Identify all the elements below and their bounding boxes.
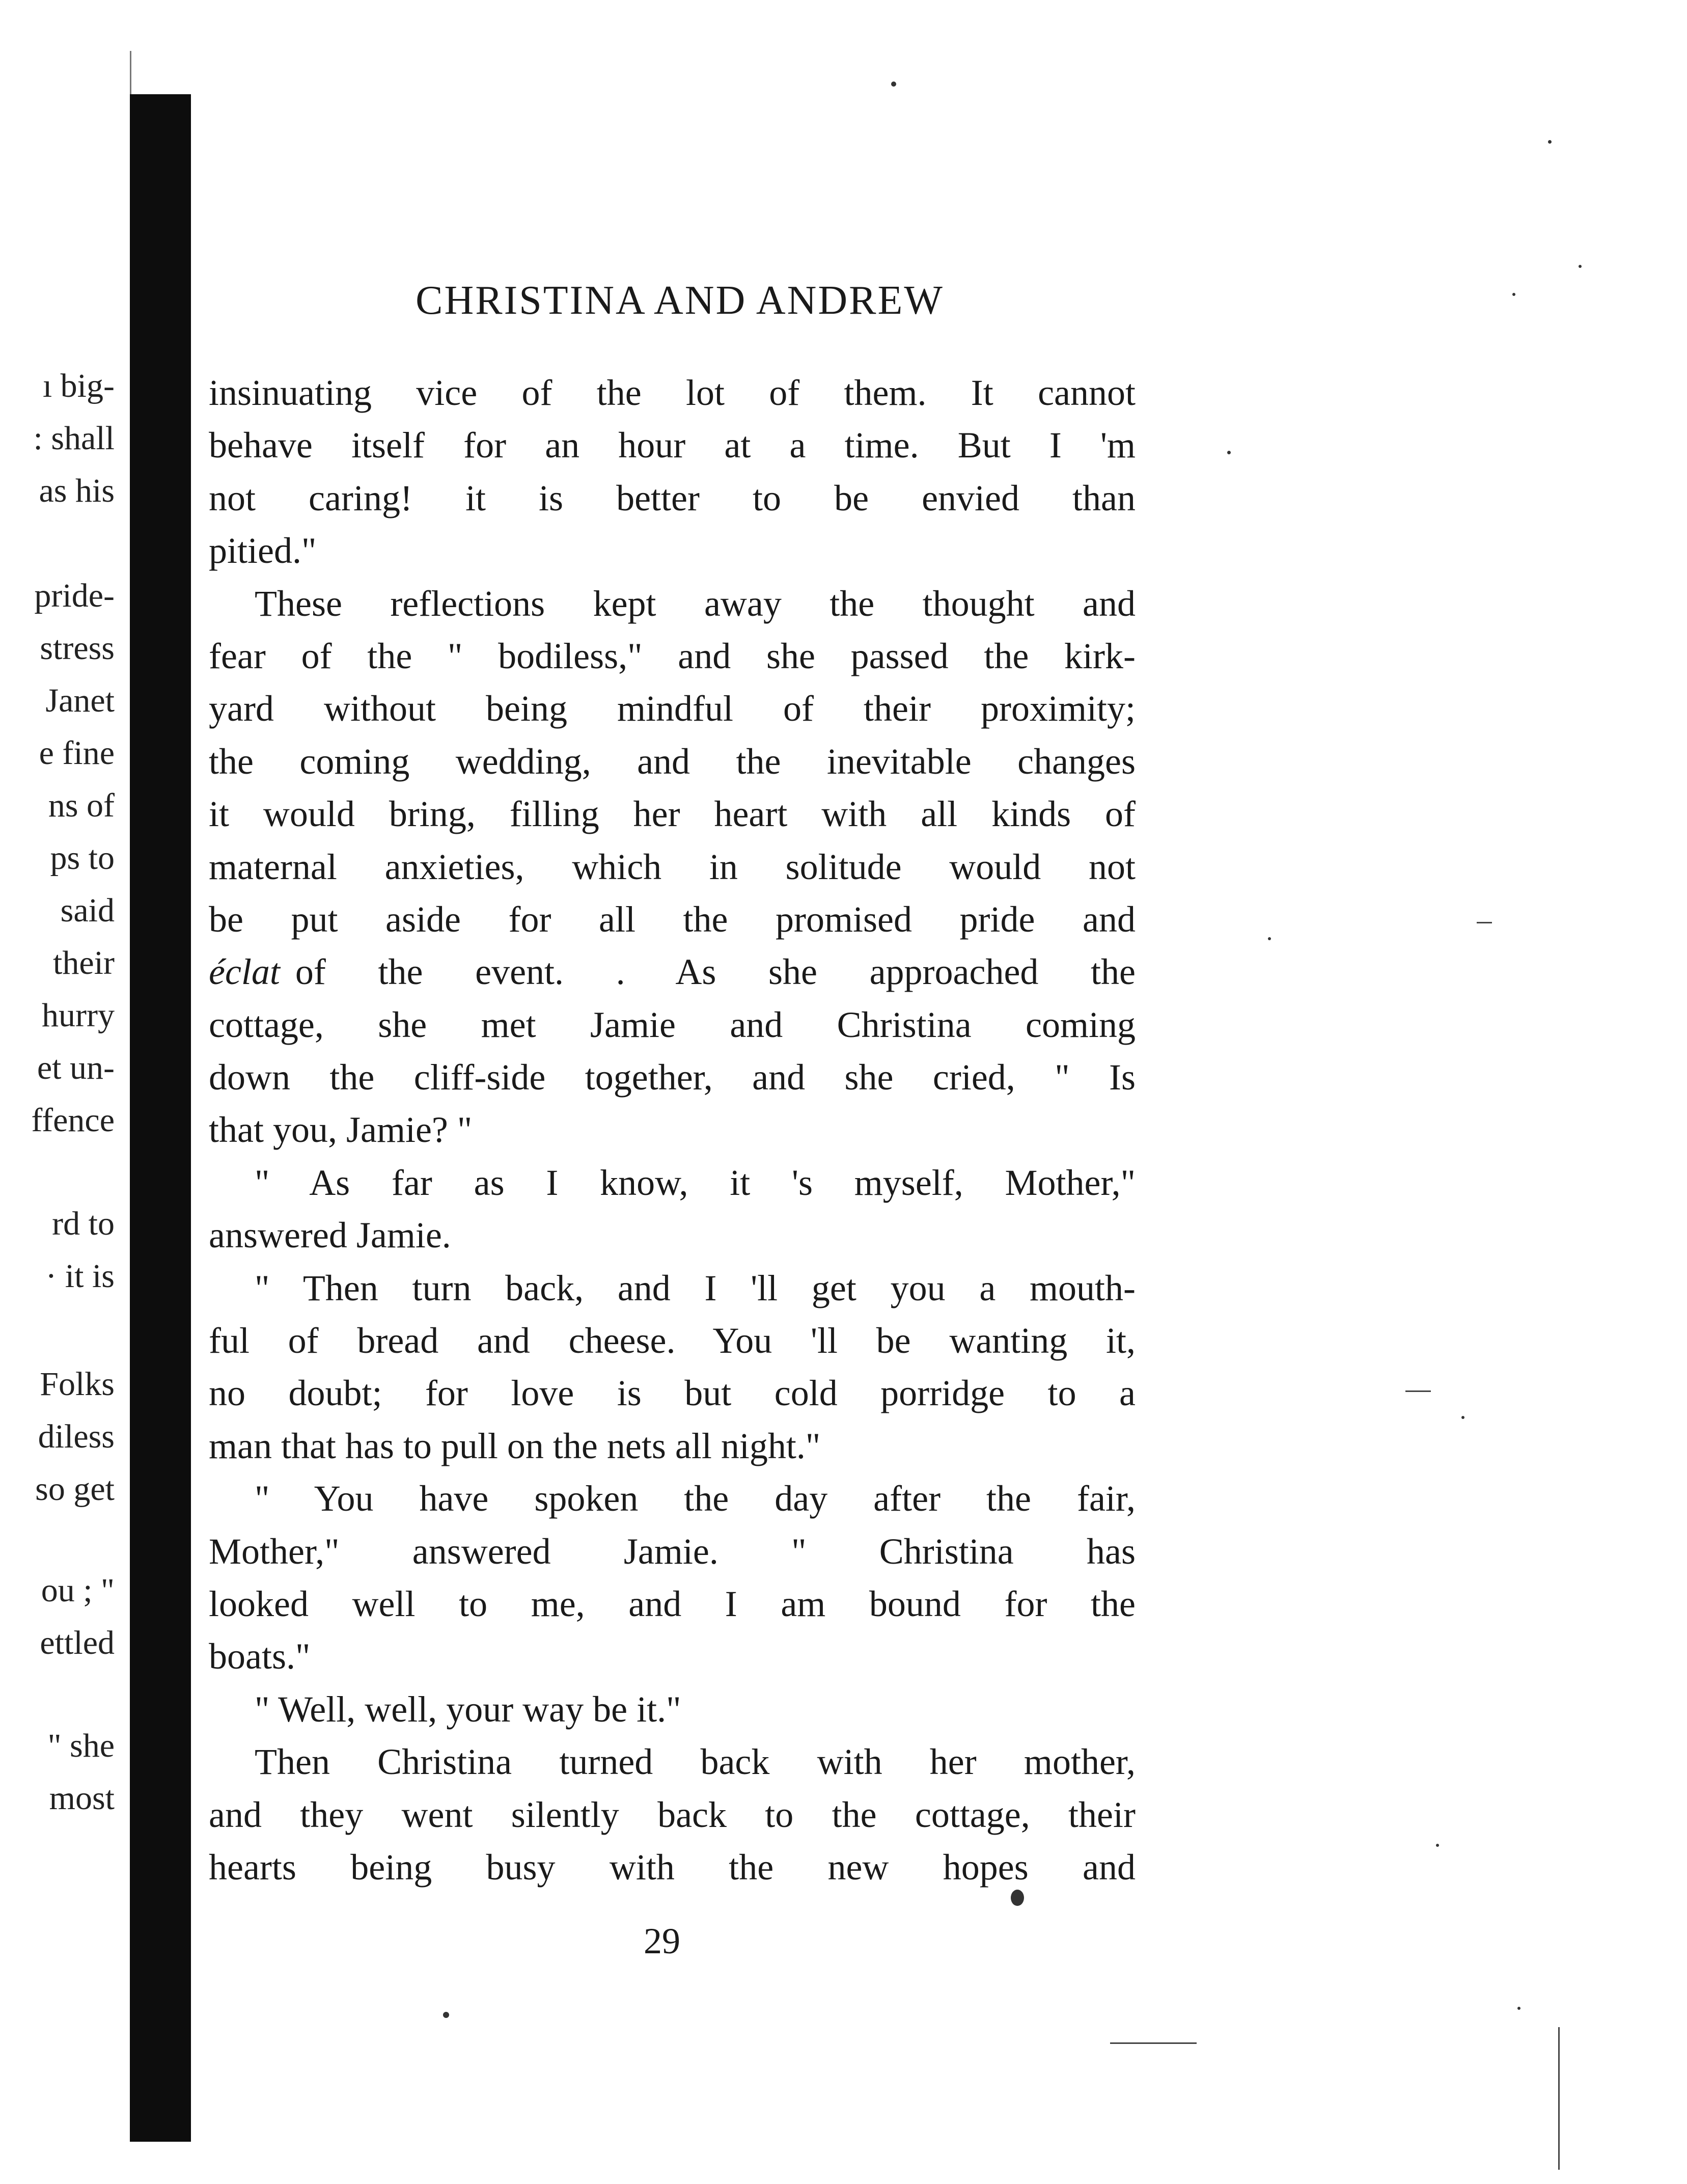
text-line: answered Jamie. [209,1215,451,1256]
scan-speck [891,81,896,87]
scan-streak [1110,2042,1197,2044]
scan-streak [1405,1390,1431,1392]
scan-speck [1268,937,1271,940]
prev-fragment: stress [40,630,115,667]
prev-fragment: ffence [31,1102,115,1139]
prev-fragment: e fine [39,734,115,772]
scan-speck [1579,265,1582,268]
text-line-remainder: of the event. . As she approached the [295,951,1136,993]
prev-fragment: ps to [50,839,115,877]
text-line: looked well to me, and I am bound for the [209,1583,1136,1624]
running-header: CHRISTINA AND ANDREW [416,278,944,323]
paragraph-start-line: " You have spoken the day after the fair, [255,1478,1136,1519]
prev-fragment: ou ; " [41,1572,115,1609]
text-line: behave itself for an hour at a time. But I 'm [209,425,1136,466]
page-edge-mark [1558,2027,1560,2170]
italic-word: éclat [209,951,280,993]
scan-speck [1436,1844,1439,1847]
text-line: cottage, she met Jamie and Christina coming [209,1004,1136,1045]
prev-fragment: ettled [40,1624,115,1661]
text-line: down the cliff-side together, and she cried, " Is [209,1057,1136,1098]
text-line: man that has to pull on the nets all night." [209,1425,821,1466]
prev-fragment: et un- [37,1049,115,1086]
prev-fragment: ns of [48,787,115,824]
prev-fragment: pride- [34,577,115,614]
text-line: no doubt; for love is but cold porridge to a [209,1373,1136,1414]
text-line: be put aside for all the promised pride and [209,898,1136,940]
prev-fragment: : shall [33,420,115,457]
scan-speck [1517,2007,1520,2010]
text-line: maternal anxieties, which in solitude would not [209,846,1136,887]
text-line: hearts being busy with the new hopes and [209,1846,1136,1888]
prev-fragment: diless [38,1418,115,1455]
prev-fragment: ı big- [42,367,115,404]
prev-fragment: their [53,944,115,981]
prev-fragment: said [60,892,115,929]
paragraph-start-line: " As far as I know, it 's myself, Mother," [255,1162,1136,1203]
text-line: the coming wedding, and the inevitable changes [209,741,1136,782]
prev-fragment: most [49,1780,115,1817]
scan-speck [1548,140,1552,144]
text-line: ful of bread and cheese. You 'll be wanting it, [209,1320,1136,1361]
ink-blot [1011,1890,1024,1906]
prev-fragment: as his [39,472,115,509]
scan-speck [1227,451,1231,454]
prev-fragment: " she [47,1727,115,1764]
text-line: fear of the " bodiless," and she passed the kirk- [209,635,1136,676]
text-line-with-italic [209,946,1136,998]
paragraph-start-line: " Well, well, your way be it." [255,1688,681,1730]
text-line: boats." [209,1636,311,1677]
text-line: that you, Jamie? " [209,1109,473,1151]
prev-fragment: hurry [42,997,115,1034]
text-line: and they went silently back to the cottage, their [209,1794,1136,1835]
book-gutter [130,94,191,2142]
text-line: it would bring, filling her heart with all kinds of [209,794,1136,835]
paragraph-start-line: These reflections kept away the thought and [255,583,1136,624]
prev-fragment: Janet [45,682,115,719]
prev-fragment: · it is [45,1258,115,1295]
scan-speck [1512,293,1515,296]
spine-shadow-line [130,51,131,97]
text-line: yard without being mindful of their proximity; [209,688,1136,729]
prev-fragment: rd to [52,1205,115,1242]
prev-fragment: so get [35,1470,115,1508]
scan-speck [1461,1416,1464,1419]
prev-fragment: Folks [40,1366,115,1403]
scan-speck [443,2012,449,2018]
paragraph-start-line: Then Christina turned back with her mother, [255,1741,1136,1783]
text-line: pitied." [209,530,317,571]
page-number: 29 [644,1921,680,1961]
text-line: Mother," answered Jamie. " Christina has [209,1531,1136,1572]
text-line: insinuating vice of the lot of them. It cannot [209,372,1136,413]
page-body [209,367,1136,1894]
text-line: not caring! it is better to be envied than [209,477,1136,518]
scan-streak [1477,922,1492,923]
paragraph-start-line: " Then turn back, and I 'll get you a mouth- [255,1267,1136,1308]
